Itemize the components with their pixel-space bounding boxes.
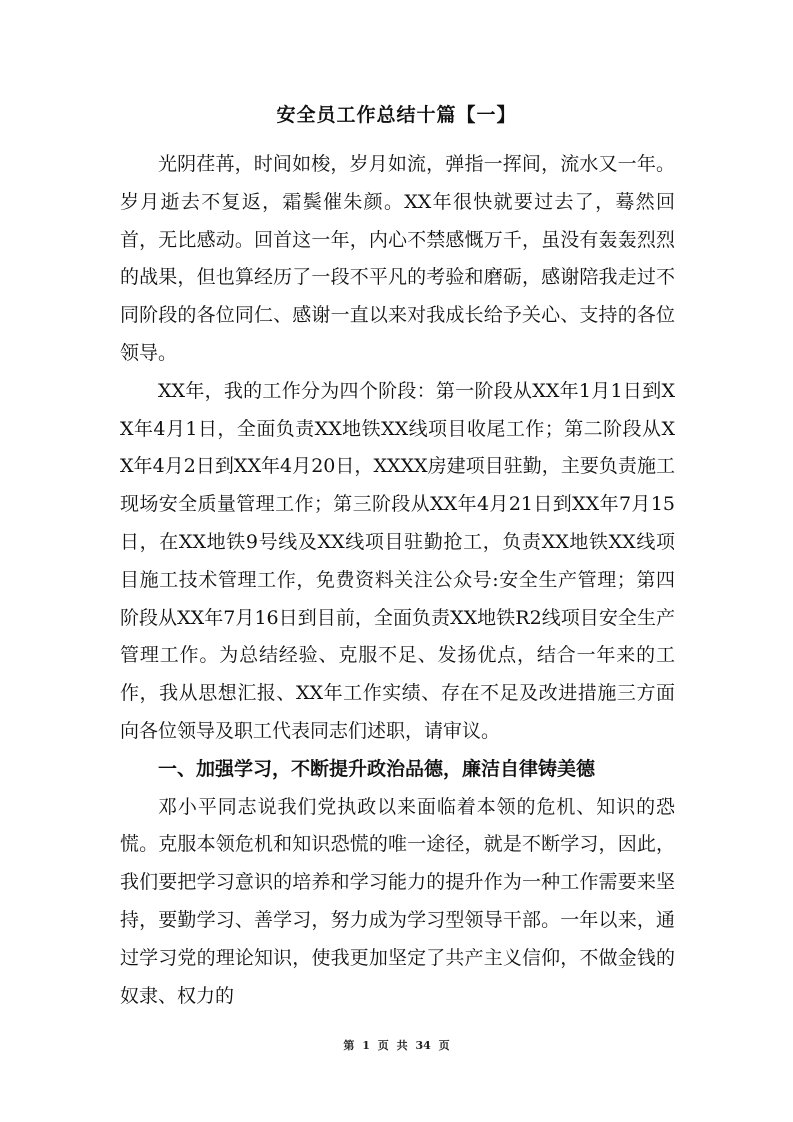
footer-label-di: 第 [343, 1039, 355, 1052]
footer-page-number: 1 [362, 1039, 370, 1052]
section-heading-study: 一、加强学习，不断提升政治品德，廉洁自律铸美德 [158, 757, 596, 780]
footer-label-ye-end: 页 [438, 1039, 450, 1052]
paragraph-intro: 光阴荏苒，时间如梭，岁月如流，弹指一挥间，流水又一年。岁月逝去不复返，霜鬓催朱颜。XX年很快就要过去了，蓦然回首，无比感动。回首这一年，内心不禁感慨万千，虽没有轰轰烈烈的战果，但也算经历了一段不平凡的考验和磨砺，感谢陪我走过不同阶段的各位同仁、感谢一直以来对我成长给予关心、支持的各位领导。 [120, 153, 675, 364]
footer-label-ye: 页 [377, 1039, 389, 1052]
footer-label-gong: 共 [396, 1039, 408, 1052]
footer-total-pages: 34 [415, 1039, 431, 1052]
paragraph-study: 邓小平同志说我们党执政以来面临着本领的危机、知识的恐慌。克服本领危机和知识恐慌的唯一途径，就是不断学习，因此，我们要把学习意识的培养和学习能力的提升作为一种工作需要来坚持，要勤学习、善学习，努力成为学习型领导干部。一年以来，通过学习党的理论知识，使我更加坚定了共产主义信仰，不做金钱的奴隶、权力的 [120, 795, 675, 1007]
paragraph-work-stages: XX年，我的工作分为四个阶段：第一阶段从XX年1月1日到XX年4月1日，全面负责XX地铁XX线项目收尾工作；第二阶段从XX年4月2日到XX年4月20日，XXXX房建项目驻勤，主要负责施工现场安全质量管理工作；第三阶段从XX年4月21日到XX年7月15日，在XX地铁9号线及XX线项目驻勤抢工，负责XX地铁XX线项目施工技术管理工作，免费资料关注公众号:安全生产管理；第四阶段从XX年7月16日到目前，全面负责XX地铁R2线项目安全生产管理工作。为总结经验、克服不足、发扬优点，结合一年来的工作，我从思想汇报、XX年工作实绩、存在不足及改进措施三方面向各位领导及职工代表同志们述职，请审议。 [120, 379, 675, 742]
page-footer [0, 1038, 793, 1054]
document-title: 安全员工作总结十篇【一】 [276, 104, 517, 126]
document-body [120, 146, 675, 1015]
